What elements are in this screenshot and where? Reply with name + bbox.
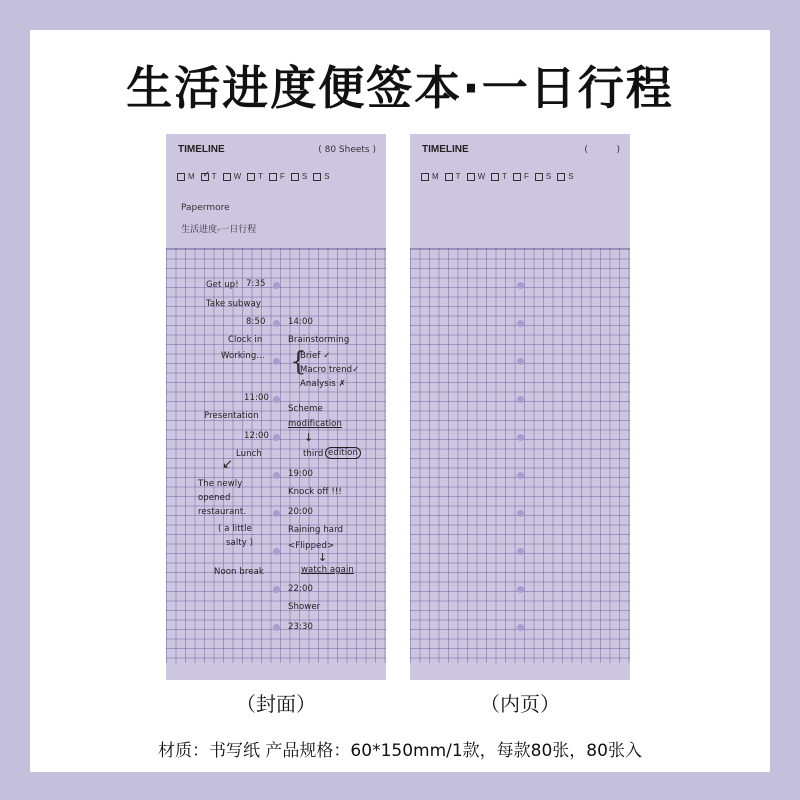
day-checkbox[interactable] [247, 173, 255, 181]
arrow-down-icon: ↓ [304, 431, 314, 444]
timeline-dot [517, 358, 524, 365]
note-text: modification [288, 419, 342, 429]
timeline-dot [273, 434, 280, 441]
note-text: opened [198, 493, 231, 503]
caption-inner: （内页） [480, 692, 560, 716]
day-label: S [568, 172, 574, 181]
timeline-label: TIMELINE [422, 144, 469, 155]
note-text: Brainstorming [288, 335, 350, 345]
timeline-dot [273, 358, 280, 365]
note-text: Analysis ✗ [300, 379, 346, 389]
timeline-dot [273, 586, 280, 593]
timeline-dot [517, 510, 524, 517]
day-label: M [188, 172, 195, 181]
timeline-dot [517, 434, 524, 441]
day-item [201, 168, 217, 181]
note-time: 8:50 [246, 317, 266, 327]
sheets-count: ( ) [584, 145, 620, 155]
day-item [247, 172, 263, 181]
note-time: 7:35 [246, 279, 266, 289]
spec-footer: 材质：书写纸 产品规格：60*150mm/1款，每款80张，80张入 [158, 741, 642, 761]
day-label: W [477, 172, 486, 181]
day-checkbox[interactable] [467, 173, 475, 181]
note-text: <Flipped> [288, 541, 335, 551]
timeline-dot [517, 320, 524, 327]
day-label: T [211, 172, 217, 181]
day-item [421, 172, 439, 181]
day-checkbox[interactable] [491, 173, 499, 181]
timeline-dot [273, 320, 280, 327]
note-text: Scheme [288, 404, 323, 414]
brace-icon: { [290, 347, 307, 377]
page-title: 生活进度便签本·一日行程 [126, 61, 674, 115]
day-item [513, 172, 529, 181]
grid-area [166, 248, 386, 663]
day-label: S [324, 172, 330, 181]
day-checkbox[interactable] [557, 173, 565, 181]
note-text: The newly [198, 479, 243, 489]
note-time: 12:00 [244, 431, 269, 441]
note-text: restaurant. [198, 507, 247, 517]
day-checkbox[interactable] [291, 173, 299, 181]
arrow-down-icon: ↓ [318, 551, 328, 564]
note-text: salty ) [226, 538, 254, 548]
caption-cover: （封面） [236, 692, 316, 716]
day-label: S [301, 172, 308, 181]
day-item [313, 172, 329, 181]
day-item [557, 172, 573, 181]
brand-name: Papermore [181, 203, 230, 213]
day-checkbox[interactable] [223, 173, 231, 181]
day-label: M [432, 172, 439, 181]
notepad-cover [166, 134, 386, 680]
day-checkbox[interactable] [201, 168, 211, 181]
sheets-count: ( 80 Sheets ) [318, 145, 376, 155]
notepad-header [166, 134, 386, 248]
note-time: 20:00 [288, 507, 313, 517]
note-time: 11:00 [244, 393, 269, 403]
day-label: T [258, 172, 264, 181]
note-text: edition [325, 447, 361, 459]
day-label: F [280, 172, 285, 181]
timeline-dot [273, 510, 280, 517]
note-time: 14:00 [288, 317, 313, 327]
day-item [269, 172, 285, 181]
day-checkbox[interactable] [177, 173, 185, 181]
timeline-dot [273, 548, 280, 555]
timeline-dot [517, 548, 524, 555]
note-text: third [303, 449, 324, 459]
timeline-dot [517, 586, 524, 593]
notepad-header [410, 134, 630, 248]
note-text: Knock off !!! [288, 487, 342, 497]
note-text: Working... [221, 351, 265, 361]
note-text: Take subway [206, 299, 262, 309]
day-checkboxes [421, 172, 574, 181]
day-item [535, 172, 551, 181]
day-checkbox[interactable] [535, 173, 543, 181]
note-time: 23:30 [288, 622, 313, 632]
timeline-dot [273, 396, 280, 403]
product-card [30, 30, 770, 772]
timeline-dot [273, 472, 280, 479]
note-time: 19:00 [288, 469, 313, 479]
timeline-dot [517, 472, 524, 479]
day-checkbox[interactable] [513, 173, 521, 181]
day-label: F [524, 172, 529, 181]
day-item [491, 172, 507, 181]
day-checkbox[interactable] [313, 173, 321, 181]
day-item [177, 172, 195, 181]
timeline-dot [273, 282, 280, 289]
timeline-label: TIMELINE [178, 144, 225, 155]
note-text: Noon break [214, 567, 264, 577]
check-icon: ✓ [202, 168, 211, 179]
product-subname: 生活进度-一日行程 [181, 225, 257, 235]
day-item [223, 172, 242, 181]
note-text: Shower [288, 602, 321, 612]
note-text: Brief ✓ [300, 351, 331, 361]
day-label: T [455, 172, 461, 181]
note-text: Clock in [228, 335, 263, 345]
day-item [291, 172, 307, 181]
timeline-dot [273, 624, 280, 631]
timeline-dot [517, 282, 524, 289]
note-time: 22:00 [288, 584, 313, 594]
day-checkbox[interactable] [421, 173, 429, 181]
day-item [467, 172, 486, 181]
timeline-dot [517, 396, 524, 403]
day-label: W [233, 172, 242, 181]
day-checkbox[interactable] [269, 173, 277, 181]
note-text: ( a little [218, 524, 252, 534]
grid-area [410, 248, 630, 663]
notepad-inner [410, 134, 630, 680]
note-text: Presentation [204, 411, 259, 421]
day-label: S [545, 172, 552, 181]
note-text: Raining hard [288, 525, 344, 535]
note-text: watch again [301, 565, 354, 575]
note-text: Macro trend✓ [300, 365, 360, 375]
timeline-dot [517, 624, 524, 631]
day-checkboxes [177, 168, 330, 181]
day-checkbox[interactable] [445, 173, 453, 181]
note-text: Get up! [206, 280, 239, 290]
note-text: Lunch [236, 449, 262, 459]
arrow-curve-icon: ↙ [222, 457, 233, 472]
day-label: T [502, 172, 508, 181]
day-item [445, 172, 461, 181]
